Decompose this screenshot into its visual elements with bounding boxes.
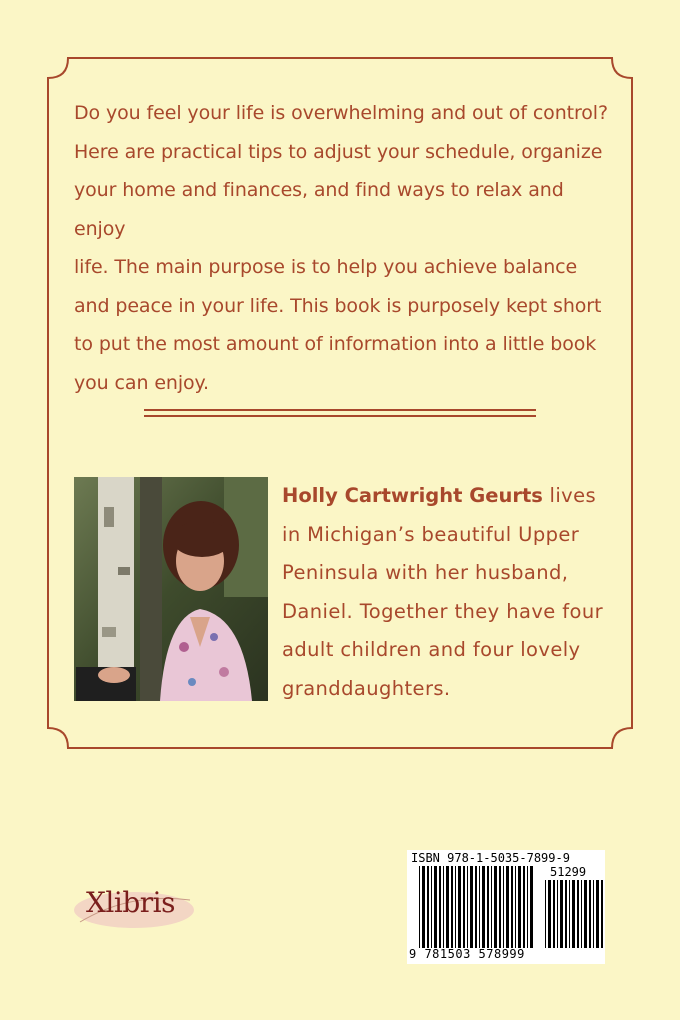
author-bio [282,477,612,708]
description-line: your home and finances, and find ways to relax and enjoy [74,179,564,240]
author-name: Holly Cartwright Geurts [282,484,543,507]
description-line: to put the most amount of information into a little book [74,333,597,355]
bio-line: Daniel. Together they have four [282,599,604,623]
description-line: you can enjoy. [74,371,209,394]
description-line: Do you feel your life is overwhelming and out of control? [74,102,608,124]
book-description [74,94,614,402]
bio-line: adult children and four lovely [282,638,581,661]
isbn-label: ISBN 978-1-5035-7899-9 [411,851,570,865]
price-code: 51299 [550,865,587,879]
bio-line: Peninsula with her husband, [282,561,569,584]
description-line: life. The main purpose is to help you achieve balance [74,256,578,278]
double-rule-divider [144,409,536,421]
description-line: and peace in your life. This book is purposely kept short [74,294,602,317]
bio-first-line [282,477,612,516]
publisher-name: Xlibris [86,886,175,919]
barcode-digits: 9 781503 578999 [409,947,525,961]
bio-text: lives [542,484,597,507]
author-photo [74,477,268,701]
isbn-barcode [407,850,605,964]
publisher-logo [70,882,200,934]
bio-line: in Michigan’s beautiful Upper [282,522,580,546]
bio-line: granddaughters. [282,676,451,700]
description-line: Here are practical tips to adjust your schedule, organize [74,140,603,163]
